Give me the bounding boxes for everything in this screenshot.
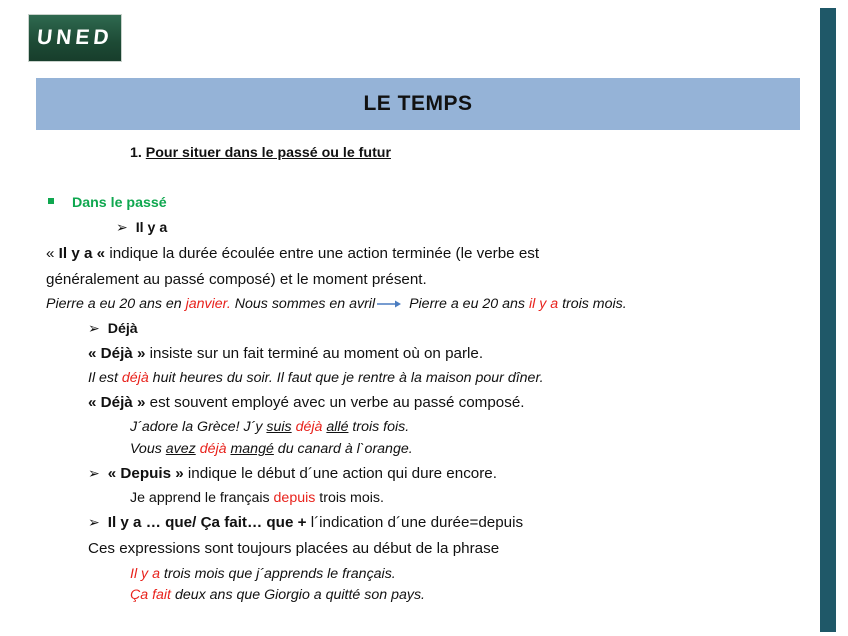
right-arrow-icon xyxy=(377,300,401,308)
subsection-heading xyxy=(48,195,167,211)
deja-definition-1 xyxy=(88,345,483,362)
title-banner xyxy=(36,78,800,130)
arrow-bullet-icon: ➢ xyxy=(116,219,128,235)
example-text: Il est xyxy=(88,370,122,386)
deja-heading xyxy=(88,320,138,337)
example-highlight: déjà xyxy=(121,370,149,386)
example-underlined: mangé xyxy=(230,441,274,457)
deja-label: Déjà xyxy=(107,321,138,337)
il-y-a-definition-line2: généralement au passé composé) et le moment présent. xyxy=(46,271,427,288)
example-text: trois fois. xyxy=(348,419,410,435)
ca-fait-example-2 xyxy=(130,587,425,603)
ca-fait-definition xyxy=(88,514,523,531)
il-y-a-keyword: Il y a « xyxy=(58,245,106,262)
ca-fait-keyword: Il y a … que/ Ça fait… que + xyxy=(107,514,307,531)
il-y-a-label: Il y a xyxy=(135,220,168,236)
ca-fait-example-1 xyxy=(130,566,396,582)
deja-keyword: « Déjà » xyxy=(88,394,150,411)
example-text: J´adore la Grèce! J´y xyxy=(130,419,267,435)
deja-definition-2 xyxy=(88,394,525,411)
logo-text: UNED xyxy=(36,26,115,49)
il-y-a-heading xyxy=(116,219,167,236)
example-highlight: il y a xyxy=(528,296,559,312)
definition-text: l´indication d´une durée=depuis xyxy=(306,514,524,531)
arrow-bullet-icon: ➢ xyxy=(88,320,100,336)
example-text: Pierre a eu 20 ans en xyxy=(46,296,186,312)
quote-open: « xyxy=(46,245,59,262)
example-text: trois mois que j´apprends le français. xyxy=(159,566,396,582)
example-text: huit heures du soir. Il faut que je rentre à la maison pour dîner. xyxy=(148,370,544,386)
example-text: trois mois. xyxy=(558,296,627,312)
page-title: LE TEMPS xyxy=(363,92,473,115)
section-heading-text: Pour situer dans le passé ou le futur xyxy=(145,145,391,161)
example-highlight: Il y a xyxy=(130,566,160,582)
uned-logo xyxy=(28,14,122,62)
example-highlight: janvier. xyxy=(185,296,231,312)
depuis-keyword: « Depuis » xyxy=(107,465,184,482)
example-text: Pierre a eu 20 ans xyxy=(405,296,529,312)
square-bullet-icon xyxy=(48,198,54,204)
definition-text: est souvent employé avec un verbe au passé composé. xyxy=(149,394,525,411)
depuis-definition xyxy=(88,465,497,482)
example-text: Nous sommes en avril xyxy=(230,296,376,312)
example-text: trois mois. xyxy=(315,490,384,506)
example-text: Je apprend le français xyxy=(130,490,274,506)
example-underlined: avez xyxy=(165,441,196,457)
example-text: Vous xyxy=(130,441,166,457)
example-highlight: déjà xyxy=(199,441,227,457)
example-underlined: allé xyxy=(326,419,349,435)
definition-text: indique le début d´une action qui dure encore. xyxy=(183,465,497,482)
example-underlined: suis xyxy=(266,419,292,435)
example-highlight: depuis xyxy=(273,490,316,506)
example-text: deux ans que Giorgio a quitté son pays. xyxy=(171,587,425,603)
subsection-label: Dans le passé xyxy=(72,195,167,211)
example-highlight: déjà xyxy=(295,419,323,435)
deja-example-2 xyxy=(130,419,409,435)
arrow-bullet-icon: ➢ xyxy=(88,465,100,481)
ca-fait-note: Ces expressions sont toujours placées au début de la phrase xyxy=(88,540,500,557)
deja-example-1 xyxy=(88,370,544,386)
deja-example-3 xyxy=(130,441,413,457)
depuis-example xyxy=(130,490,384,506)
section-heading xyxy=(130,145,391,161)
definition-text: insiste sur un fait terminé au moment où on parle. xyxy=(145,345,484,362)
example-highlight: Ça fait xyxy=(130,587,172,603)
arrow-bullet-icon: ➢ xyxy=(88,514,100,530)
il-y-a-example xyxy=(46,296,627,312)
right-decorative-bar xyxy=(820,8,836,632)
definition-text: indique la durée écoulée entre une action terminée (le verbe est xyxy=(105,245,540,262)
deja-keyword: « Déjà » xyxy=(88,345,146,362)
example-text: du canard à l`orange. xyxy=(273,441,413,457)
section-number: 1. xyxy=(130,145,142,161)
il-y-a-definition-line1 xyxy=(46,245,539,262)
